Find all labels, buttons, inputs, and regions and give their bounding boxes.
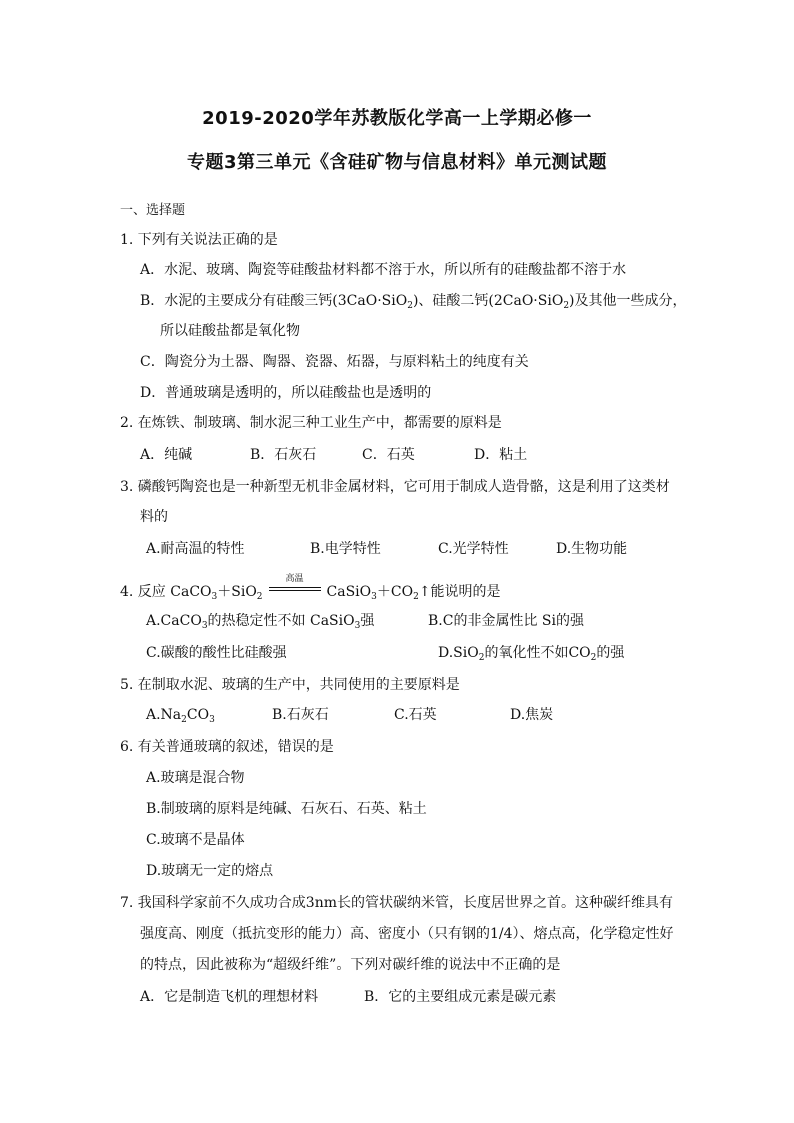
question-1-option-b-cont: 所以硅酸盐都是氧化物 [160, 323, 300, 339]
question-1-option-d: D．普通玻璃是透明的，所以硅酸盐也是透明的 [140, 385, 432, 401]
question-7-stem-cont-2: 的特点，因此被称为“超级纤维”。下列对碳纤维的说法中不正确的是 [140, 957, 561, 973]
question-5-option-b: B.石灰石 [272, 707, 329, 723]
question-4-option-a: A.CaCO$_3$的热稳定性不如 CaSiO$_3$强 [146, 613, 375, 631]
question-4-option-c: C.碳酸的酸性比硅酸强 [146, 645, 287, 661]
section-heading: 一、选择题 [120, 203, 186, 218]
question-3-option-b: B.电学特性 [310, 541, 381, 557]
question-6-option-b: B.制玻璃的原料是纯碱、石灰石、石英、粘土 [146, 801, 427, 817]
question-1-option-c: C．陶瓷分为土器、陶器、瓷器、炻器，与原料粘土的纯度有关 [140, 354, 529, 370]
page-subtitle: 专题3第三单元《含硅矿物与信息材料》单元测试题 [186, 152, 608, 173]
question-1-option-b: B．水泥的主要成分有硅酸三钙(3CaO·SiO$_2$)、硅酸二钙(2CaO·SiO$_2$)及其他一些成分， [140, 293, 687, 311]
question-3-option-d: D.生物功能 [556, 541, 628, 557]
question-2-option-c: C．石英 [362, 447, 415, 463]
reaction-condition: 高温 [285, 574, 304, 584]
question-5-option-a: $A.Na_2CO_3$ [146, 707, 215, 725]
question-6-option-c: C.玻璃不是晶体 [146, 832, 245, 848]
question-4-option-d: D.SiO$_2$的氧化性不如$CO_2$的强 [438, 645, 625, 663]
question-4-option-b: B.C的非金属性比 Si的强 [428, 613, 584, 629]
question-7-stem-cont-1: 强度高、刚度（抵抗变形的能力）高、密度小（只有钢的1/4）、熔点高，化学稳定性好 [140, 926, 674, 942]
question-7-option-a: A．它是制造飞机的理想材料 [140, 989, 319, 1005]
question-5-option-d: D.焦炭 [510, 707, 554, 723]
question-4-stem: 4. 反应 CaCO$_3$＋SiO$_2$ 高温 $CaSiO_3+CO_2↑$能说明的是 [120, 574, 501, 602]
question-1-option-a: A．水泥、玻璃、陶瓷等硅酸盐材料都不溶于水，所以所有的硅酸盐都不溶于水 [140, 262, 627, 278]
reaction-arrow [265, 574, 325, 598]
question-3-stem-cont: 料的 [140, 509, 168, 525]
question-2-option-a: A．纯碱 [140, 447, 193, 463]
question-6-option-d: D.玻璃无一定的熔点 [146, 863, 274, 879]
page-title: 2019-2020学年苏教版化学高一上学期必修一 [202, 108, 592, 129]
question-6-stem: 6. 有关普通玻璃的叙述，错误的是 [120, 739, 334, 755]
question-2-stem: 2. 在炼铁、制玻璃、制水泥三种工业生产中，都需要的原料是 [120, 415, 502, 431]
question-2-option-d: D．粘土 [474, 447, 528, 463]
question-6-option-a: A.玻璃是混合物 [146, 770, 245, 786]
question-3-option-c: C.光学特性 [438, 541, 509, 557]
question-7-stem: 7. 我国科学家前不久成功合成3nm长的管状碳纳米管，长度居世界之首。这种碳纤维具有 [120, 895, 674, 911]
question-7-option-b: B．它的主要组成元素是碳元素 [364, 989, 557, 1005]
question-5-option-c: C.石英 [394, 707, 437, 723]
question-2-option-b: B．石灰石 [250, 447, 317, 463]
question-3-option-a: A.耐高温的特性 [146, 541, 245, 557]
question-5-stem: 5. 在制取水泥、玻璃的生产中，共同使用的主要原料是 [120, 677, 460, 693]
question-3-stem: 3. 磷酸钙陶瓷也是一种新型无机非金属材料，它可用于制成人造骨骼，这是利用了这类材 [120, 479, 670, 495]
question-1-stem: 1. 下列有关说法正确的是 [120, 232, 278, 248]
